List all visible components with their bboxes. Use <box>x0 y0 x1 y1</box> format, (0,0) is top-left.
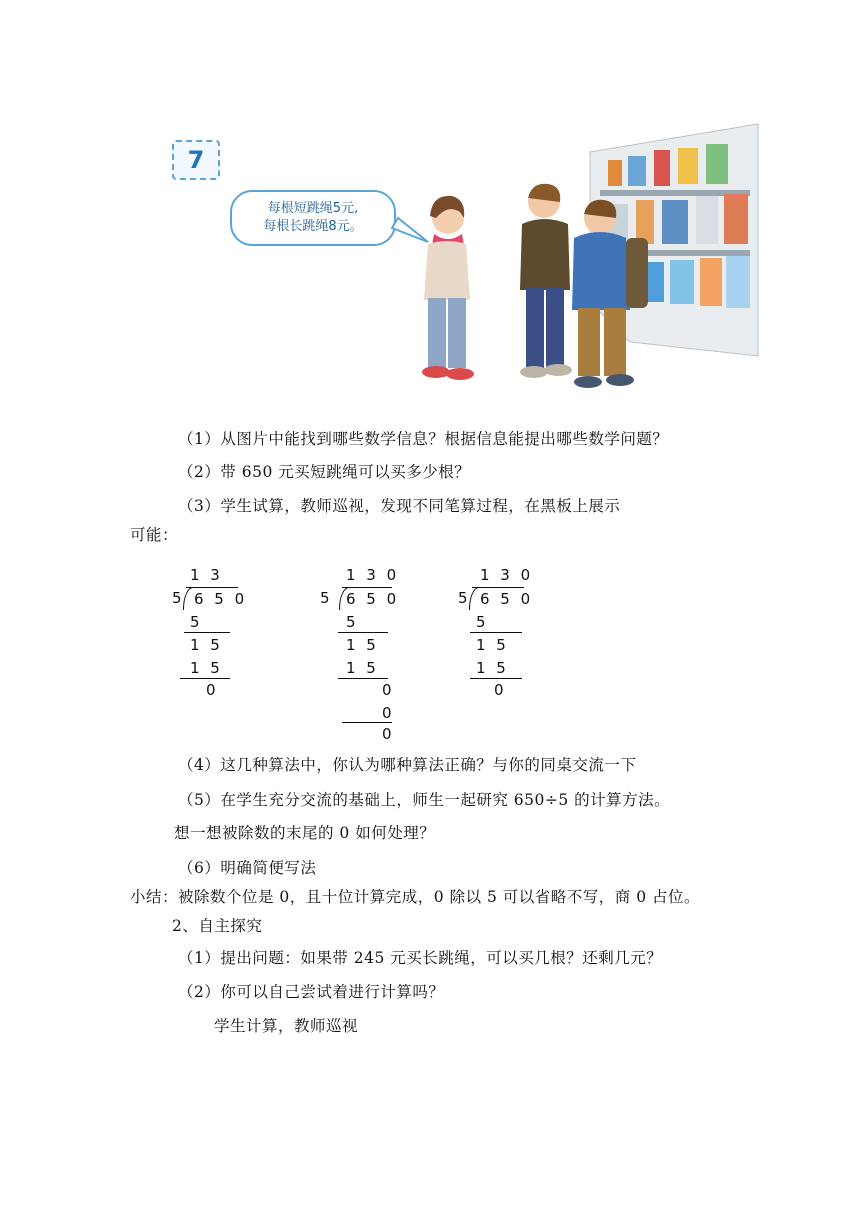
speech-bubble-tail <box>392 218 428 242</box>
remainder: 0 <box>382 725 395 743</box>
step-value: 1 5 <box>190 636 223 654</box>
long-division-3 <box>458 566 538 706</box>
long-division-1 <box>172 566 252 706</box>
section-2-activity: 学生计算，教师巡视 <box>214 1017 359 1035</box>
section-2-heading: 2、自主探究 <box>172 917 263 935</box>
divisor: 5 <box>458 589 471 607</box>
summary: 小结：被除数个位是 0，且十位计算完成，0 除以 5 可以省略不写，商 0 占位。 <box>130 888 701 906</box>
dividend: 6 5 0 <box>480 590 534 608</box>
question-6: （6）明确简便写法 <box>178 859 317 877</box>
step-value: 5 <box>346 613 359 631</box>
divisor: 5 <box>320 589 333 607</box>
question-3: （3）学生试算，教师巡视，发现不同笔算过程，在黑板上展示 <box>178 497 621 515</box>
speech-line-1: 每根短跳绳5元, <box>267 201 359 216</box>
step-line <box>184 632 230 633</box>
step-line <box>470 632 522 633</box>
step-line <box>342 722 392 723</box>
quotient: 1 3 0 <box>480 566 534 584</box>
section-2-question-1: （1）提出问题：如果带 245 元买长跳绳，可以买几根？还剩几元？ <box>178 949 663 967</box>
speech-line-2: 每根长跳绳8元。 <box>263 219 363 234</box>
dividend: 6 5 0 <box>346 590 400 608</box>
long-division-2 <box>320 566 400 746</box>
step-value: 1 5 <box>476 659 509 677</box>
store-illustration <box>160 120 760 410</box>
step-value: 1 5 <box>190 659 223 677</box>
step-line <box>338 632 388 633</box>
divisor: 5 <box>172 589 185 607</box>
step-value: 5 <box>190 613 203 631</box>
step-value: 5 <box>476 613 489 631</box>
boy-figure-1 <box>520 184 572 378</box>
example-number-badge: 7 <box>172 140 220 180</box>
step-line <box>180 678 230 679</box>
step-value: 1 5 <box>476 636 509 654</box>
remainder: 0 <box>206 681 219 699</box>
question-4: （4）这几种算法中，你认为哪种算法正确？与你的同桌交流一下 <box>178 756 637 774</box>
step-value: 0 <box>382 681 395 699</box>
question-2: （2）带 650 元买短跳绳可以买多少根？ <box>178 463 471 481</box>
girl-figure <box>422 196 474 380</box>
quotient: 1 3 0 <box>346 566 400 584</box>
section-2-question-2: （2）你可以自己尝试着进行计算吗？ <box>178 983 445 1001</box>
step-value: 0 <box>382 704 395 722</box>
question-3-continued: 可能： <box>130 526 179 544</box>
quotient: 1 3 <box>190 566 223 584</box>
step-value: 1 5 <box>346 659 379 677</box>
question-1: （1）从图片中能找到哪些数学信息？根据信息能提出哪些数学问题？ <box>178 430 669 448</box>
question-5-prompt: 想一想被除数的末尾的 0 如何处理？ <box>174 824 436 842</box>
dividend: 6 5 0 <box>194 590 248 608</box>
step-line <box>470 678 522 679</box>
question-5: （5）在学生充分交流的基础上，师生一起研究 650÷5 的计算方法。 <box>178 791 671 809</box>
step-line <box>338 678 388 679</box>
step-value: 1 5 <box>346 636 379 654</box>
remainder: 0 <box>494 681 507 699</box>
